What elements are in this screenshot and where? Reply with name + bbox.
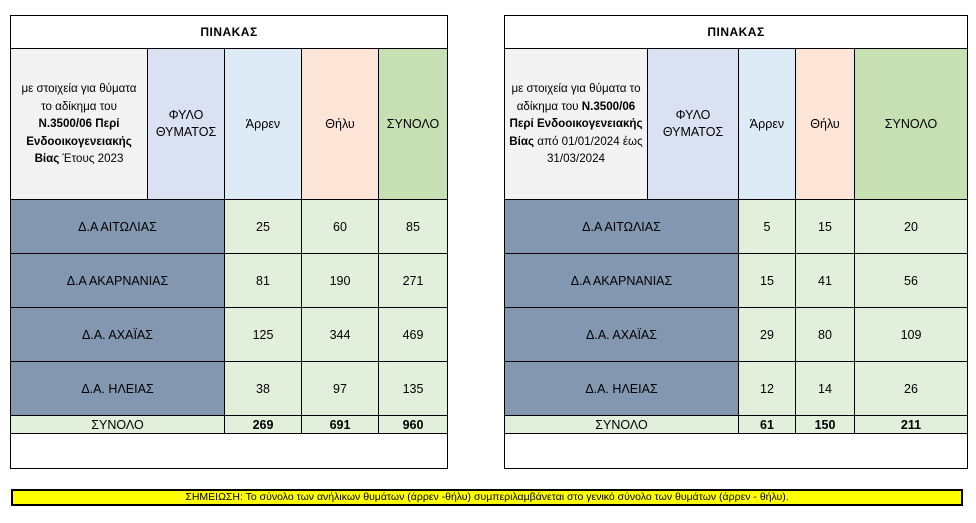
table-row: [11, 308, 448, 362]
header-victim-sex: ΦΥΛΟ ΘΥΜΑΤΟΣ: [648, 49, 739, 200]
male-count: 15: [739, 254, 796, 308]
male-total: 269: [225, 416, 302, 434]
footnote: ΣΗΜΕΙΩΣΗ: Το σύνολο των ανήλικων θυμάτων (άρρεν -θήλυ) συμπεριλαμβάνεται στο γενικό σύνολο των θυμάτων (άρρεν - θήλυ).: [11, 489, 963, 506]
region-name: Δ.Α ΑΚΑΡΝΑΝΙΑΣ: [505, 254, 739, 308]
table-row: [505, 308, 968, 362]
total-count: 271: [379, 254, 448, 308]
male-total: 61: [739, 416, 796, 434]
female-count: 60: [302, 200, 379, 254]
female-count: 80: [796, 308, 855, 362]
header-total: ΣΥΝΟΛΟ: [379, 49, 448, 200]
empty-footer-cell: [11, 434, 448, 469]
table-row: [11, 200, 448, 254]
table-row: [11, 362, 448, 416]
male-count: 12: [739, 362, 796, 416]
empty-footer-cell: [505, 434, 968, 469]
header-total: ΣΥΝΟΛΟ: [855, 49, 968, 200]
female-count: 41: [796, 254, 855, 308]
female-count: 344: [302, 308, 379, 362]
table-row: [11, 254, 448, 308]
grand-total: 211: [855, 416, 968, 434]
region-name: Δ.Α. ΑΧΑΪΑΣ: [11, 308, 225, 362]
total-count: 85: [379, 200, 448, 254]
table-description: με στοιχεία για θύματα το αδίκημα του Ν.3500/06 Περί Ενδοοικογενειακής Βίας από 01/01/2024 έως 31/03/2024: [505, 49, 648, 200]
header-female: Θήλυ: [302, 49, 379, 200]
table-row: [505, 200, 968, 254]
region-name: Δ.Α ΑΚΑΡΝΑΝΙΑΣ: [11, 254, 225, 308]
table-description: με στοιχεία για θύματα το αδίκημα του Ν.3500/06 Περί Ενδοοικογενειακής Βίας Έτους 2023: [11, 49, 148, 200]
totals-row: [505, 416, 968, 434]
total-count: 135: [379, 362, 448, 416]
table-title: ΠΙΝΑΚΑΣ: [505, 16, 968, 49]
grand-total: 960: [379, 416, 448, 434]
victims-table-2024-q1: [504, 15, 968, 469]
header-female: Θήλυ: [796, 49, 855, 200]
male-count: 38: [225, 362, 302, 416]
region-name: Δ.Α. ΑΧΑΪΑΣ: [505, 308, 739, 362]
header-male: Άρρεν: [225, 49, 302, 200]
victims-table-2023: [10, 15, 448, 469]
male-count: 125: [225, 308, 302, 362]
female-total: 691: [302, 416, 379, 434]
total-count: 26: [855, 362, 968, 416]
male-count: 5: [739, 200, 796, 254]
female-count: 190: [302, 254, 379, 308]
male-count: 29: [739, 308, 796, 362]
totals-row: [11, 416, 448, 434]
totals-label: ΣΥΝΟΛΟ: [505, 416, 739, 434]
table-row: [505, 254, 968, 308]
total-count: 20: [855, 200, 968, 254]
table-title: ΠΙΝΑΚΑΣ: [11, 16, 448, 49]
female-total: 150: [796, 416, 855, 434]
region-name: Δ.Α ΑΙΤΩΛΙΑΣ: [11, 200, 225, 254]
totals-label: ΣΥΝΟΛΟ: [11, 416, 225, 434]
table-row: [505, 362, 968, 416]
header-victim-sex: ΦΥΛΟ ΘΥΜΑΤΟΣ: [148, 49, 225, 200]
region-name: Δ.Α. ΗΛΕΙΑΣ: [11, 362, 225, 416]
total-count: 469: [379, 308, 448, 362]
region-name: Δ.Α ΑΙΤΩΛΙΑΣ: [505, 200, 739, 254]
female-count: 97: [302, 362, 379, 416]
header-male: Άρρεν: [739, 49, 796, 200]
male-count: 25: [225, 200, 302, 254]
region-name: Δ.Α. ΗΛΕΙΑΣ: [505, 362, 739, 416]
female-count: 15: [796, 200, 855, 254]
total-count: 56: [855, 254, 968, 308]
total-count: 109: [855, 308, 968, 362]
female-count: 14: [796, 362, 855, 416]
male-count: 81: [225, 254, 302, 308]
